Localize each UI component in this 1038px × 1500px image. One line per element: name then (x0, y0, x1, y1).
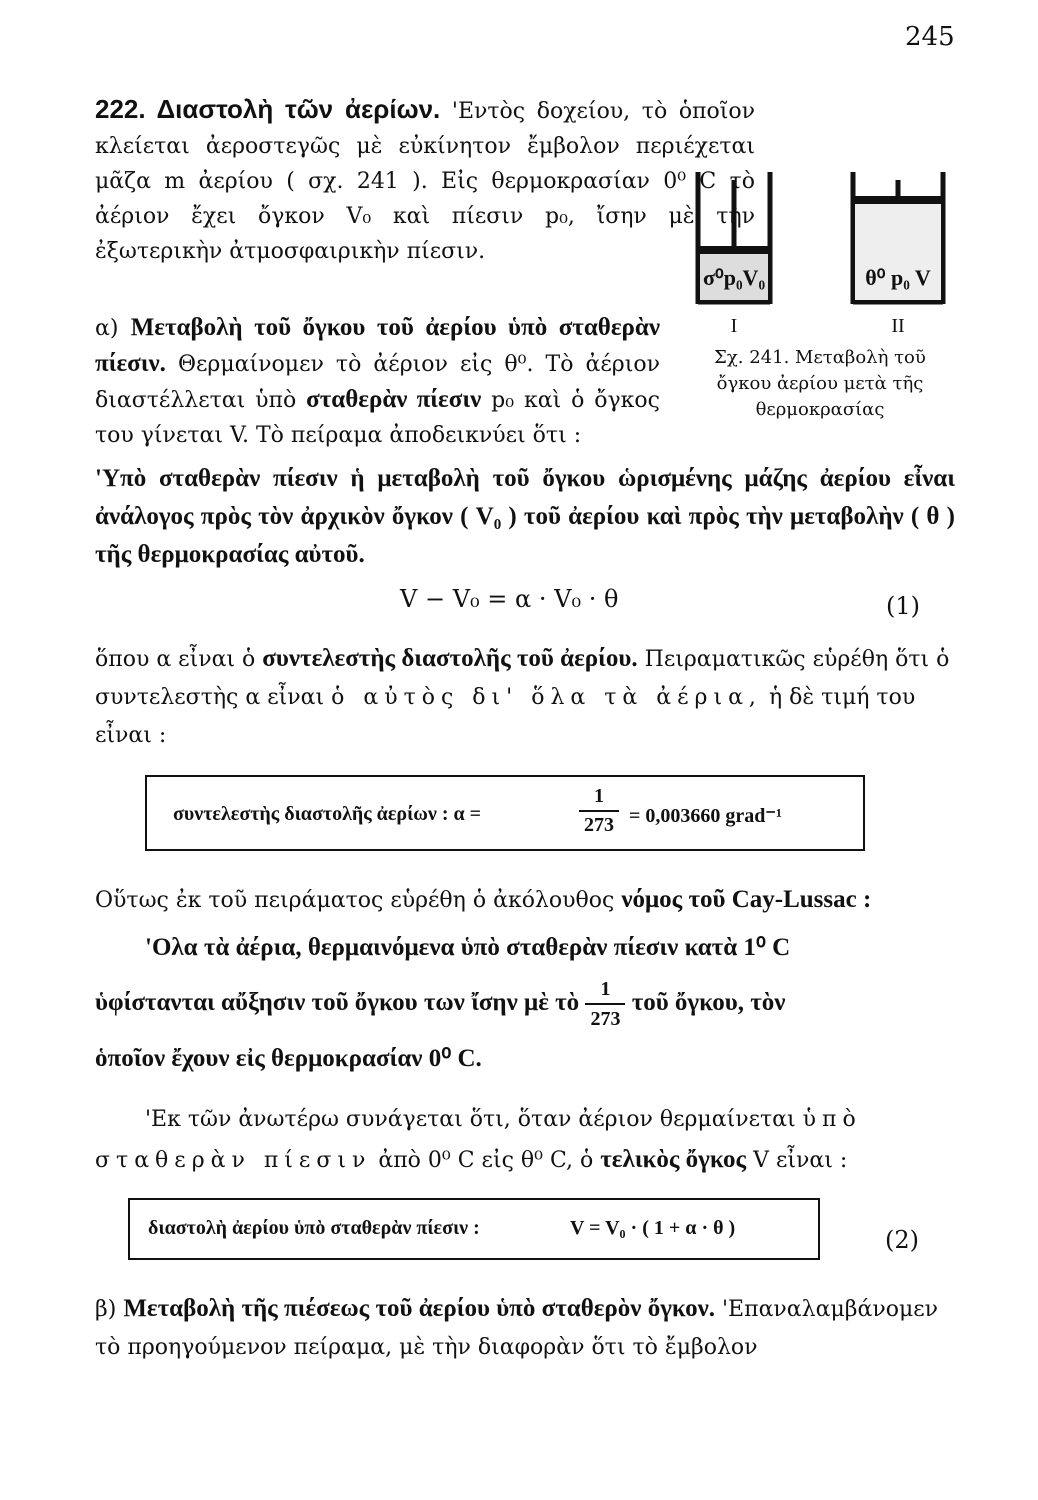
coefficient-term: συντελεστὴς διαστολῆς τοῦ ἀερίου. (262, 645, 638, 672)
subsection-a-heading: Μεταβολὴ τοῦ ὄγκου τοῦ ἀερίου ὑπὸ σταθερὰν πίεσιν. (95, 314, 661, 377)
equation-1: V − V₀ = α · V₀ · θ (400, 585, 619, 613)
figure-roman-right: II (891, 315, 905, 337)
subsection-a-text1: Θερμαίνομεν τὸ ἀέριον εἰς θ⁰. Τὸ ἀέριον διαστέλλεται ὑπὸ (95, 352, 660, 413)
piston-2 (855, 196, 941, 204)
coefficient-box (145, 775, 865, 851)
section-intro-text: 'Εντὸς δοχείου, τὸ ὁποῖον κλείεται ἀεροστεγῶς μὲ εὐκίνητον ἔμβολον περιέχεται μᾶζα m ἀερίου ( σχ. 241 ). Εἰς θερμοκρασίαν 0⁰ C τὸ ἀέριον ἔχει ὄγκον V₀ καὶ πίεσιν p₀, ἴσην μὲ τὴν ἐξωτερικὴν ἀτμοσφαιρικὴν πίεσιν. (95, 99, 756, 264)
figure-roman-left: I (730, 315, 738, 337)
equation-1-number: (1) (886, 592, 920, 620)
cylinder-1 (698, 172, 770, 337)
subsection-a-bold: σταθερὰν πίεσιν (306, 386, 482, 413)
subsection-a (95, 310, 660, 453)
subsection-b: β) Μεταβολὴ τῆς πιέσεως τοῦ ἀερίου ὑπὸ σταθερὸν ὄγκον. 'Επαναλαμβάνομεν τὸ προηγούμενον πείραμα, μὲ τὴν διαφορὰν ὅτι τὸ ἔμβολον (95, 1295, 939, 1360)
subsection-b-heading: Μεταβολὴ τῆς πιέσεως τοῦ ἀερίου ὑπὸ σταθερὸν ὄγκον. (123, 1295, 715, 1322)
section-heading: 222. Διαστολὴ τῶν ἀερίων. (95, 94, 441, 124)
coefficient-paragraph: ὅπου α εἶναι ὁ συντελεστὴς διαστολῆς τοῦ ἀερίου. Πειραματικῶς εὑρέθη ὅτι ὁ συντελεστὴς α εἶναι ὁ αὐτὸς δι' ὅλα τὰ ἀέρια, ἡ δὲ τιμή του εἶναι : (95, 645, 950, 748)
figure-label-right: θ⁰ p₀ V (865, 265, 931, 290)
cylinder-2 (853, 172, 943, 337)
figure-label-left: σ⁰p₀V₀ (702, 265, 766, 290)
final-volume-paragraph: 'Εκ τῶν ἀνωτέρω συνάγεται ὅτι, ὅταν ἀέριον θερμαίνεται ὑπὸ σταθερὰν πίεσιν ἀπὸ 0⁰ C εἰς θ⁰ C, ὁ τελικὸς ὄγκος V εἶναι : (95, 1107, 862, 1173)
law-fraction: $\frac{1}{273}$ (585, 977, 625, 1031)
subsection-a-label: α) (95, 316, 119, 341)
law-statement: 'Υπὸ σταθερὰν πίεσιν ἡ μεταβολὴ τοῦ ὄγκου ὡρισμένης μάζης ἀερίου εἶναι ἀνάλογος πρὸς τὸν ἀρχικὸν ὄγκον ( V₀ ) τοῦ ἀερίου καὶ πρὸς τὴν μεταβολὴν ( θ ) τῆς θερμοκρασίας αὐτοῦ. (95, 465, 955, 568)
box1-value: = 0,003660 grad⁻¹ (629, 805, 782, 827)
box2-label: διαστολὴ ἀερίου ὑπὸ σταθερὰν πίεσιν : (148, 1217, 480, 1239)
expansion-box (128, 1198, 820, 1260)
box2-expression: V = V₀ · ( 1 + α · θ ) (570, 1217, 736, 1239)
figure-caption: Σχ. 241. Μεταβολὴ τοῦ ὄγκου ἀερίου μετὰ τῆς θερμοκρασίας (714, 347, 926, 420)
page-number: 245 (905, 22, 955, 52)
section-222 (95, 92, 755, 269)
cay-lussac-law: 'Ολα τὰ ἀέρια, θερμαινόμενα ὑπὸ σταθερὰν πίεσιν κατὰ 1⁰ C ὑφίστανται αὔξησιν τοῦ ὄγκου των ἴσην μὲ τὸ $\frac{1}{273}$ τοῦ ὄγκου, τὸν ὁποῖον ἔχουν εἰς θερμοκρασίαν 0⁰ C. (95, 934, 791, 1073)
box1-fraction: 1 273 (579, 785, 619, 837)
equation-2-number: (2) (885, 1226, 919, 1254)
subsection-a-text2: p₀ καὶ ὁ ὄγκος του γίνεται V. Τὸ πείραμα ἀποδεικνύει ὅτι : (95, 388, 660, 448)
spaced-emphasis: ὁ αὐτὸς δι' ὅλα τὰ ἀέρια, (331, 685, 762, 710)
piston-1 (700, 246, 768, 254)
cay-lussac-intro: Οὕτως ἐκ τοῦ πειράματος εὑρέθη ὁ ἀκόλουθος νόμος τοῦ Cay-Lussac : (95, 886, 872, 913)
box1-label: συντελεστὴς διαστολῆς ἀερίων : α = (173, 803, 482, 825)
cay-lussac-law-name: νόμος τοῦ Cay-Lussac : (621, 886, 872, 913)
